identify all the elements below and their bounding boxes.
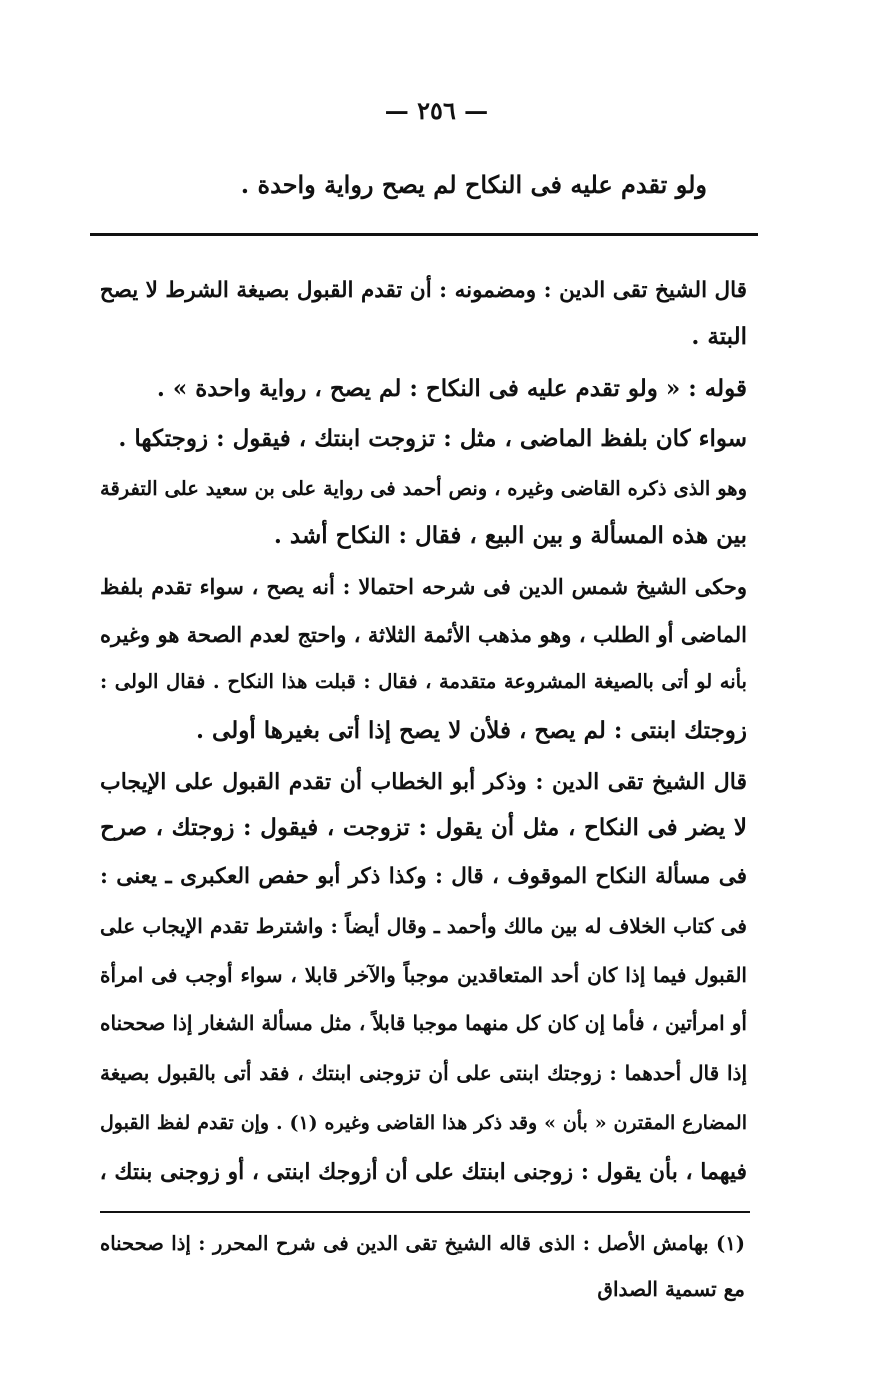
footnote-divider [100, 1211, 750, 1213]
body-line: فيهما ، بأن يقول : زوجنى ابنتك على أن أزوجك ابنتى ، أو زوجنى بنتك ، [99, 1159, 747, 1185]
body-line: قوله : « ولو تقدم عليه فى النكاح : لم يصح ، رواية واحدة » . [156, 375, 747, 402]
footnote-line: (١) بهامش الأصل : الذى قاله الشيخ تقى الدين فى شرح المحرر : إذا صححناه [100, 1232, 745, 1255]
body-line: قال الشيخ تقى الدين : وذكر أبو الخطاب أن تقدم القبول على الإيجاب [100, 769, 747, 795]
body-line: فى مسألة النكاح الموقوف ، قال : وكذا ذكر أبو حفص العكبرى ـ يعنى : [100, 864, 747, 889]
body-line: قال الشيخ تقى الدين : ومضمونه : أن تقدم القبول بصيغة الشرط لا يصح [99, 278, 747, 303]
body-line: المضارع المقترن « بأن » وقد ذكر هذا القاضى وغيره (١) . وإن تقدم لفظ القبول [100, 1112, 747, 1134]
body-line: وحكى الشيخ شمس الدين فى شرحه احتمالا : أنه يصح ، سواء تقدم بلفظ [100, 574, 747, 599]
body-line: البتة . [691, 323, 747, 350]
body-line: القبول فيما إذا كان أحد المتعاقدين موجباً والآخر قابلا ، سواء أوجب فى امرأة [100, 963, 747, 987]
body-line: بأنه لو أتى بالصيغة المشروعة متقدمة ، فقال : قبلت هذا النكاح . فقال الولى : [100, 670, 747, 693]
body-line: الماضى أو الطلب ، وهو مذهب الأئمة الثلاثة ، واحتج لعدم الصحة هو وغيره [100, 622, 747, 647]
body-line: أو امرأتين ، فأما إن كان كل منهما موجبا قابلاً ، مثل مسألة الشغار إذا صححناه [100, 1011, 747, 1035]
body-line: زوجتك ابنتى : لم يصح ، فلأن لا يصح إذا أتى بغيرها أولى . [196, 717, 747, 744]
header-text: ولو تقدم عليه فى النكاح لم يصح رواية واحدة . [240, 170, 707, 199]
page-number: — ٢٥٦ — [384, 96, 489, 125]
body-line: وهو الذى ذكره القاضى وغيره ، ونص أحمد فى رواية على بن سعيد على التفرقة [100, 477, 747, 500]
body-line: إذا قال أحدهما : زوجتك ابنتى على أن تزوجنى ابنتك ، فقد أتى بالقبول بصيغة [100, 1061, 747, 1085]
header-divider [90, 233, 758, 236]
body-line: لا يضر فى النكاح ، مثل أن يقول : تزوجت ، فيقول : زوجتك ، صرح [100, 814, 747, 841]
footnote-line: مع تسمية الصداق [597, 1277, 745, 1301]
body-line: سواء كان بلفظ الماضى ، مثل : تزوجت ابنتك ، فيقول : زوجتكها . [118, 425, 747, 452]
body-line: فى كتاب الخلاف له بين مالك وأحمد ـ وقال أيضاً : واشترط تقدم الإيجاب على [100, 914, 747, 938]
body-line: بين هذه المسألة و بين البيع ، فقال : النكاح أشد . [273, 522, 747, 549]
